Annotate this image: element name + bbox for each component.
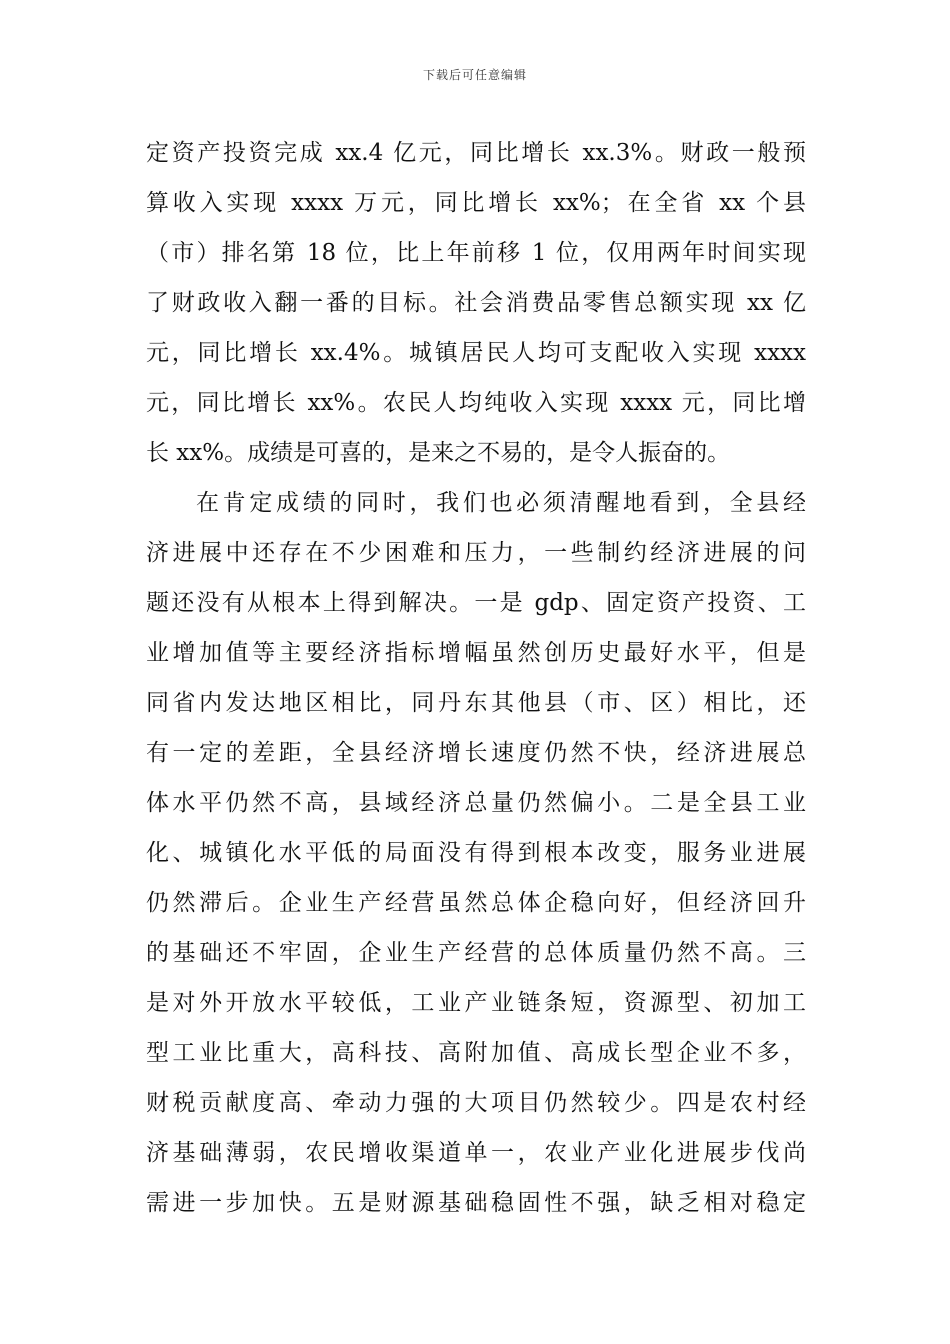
text-line: 定资产投资完成 xx.4 亿元，同比增长 xx.3%。财政一般预 xyxy=(146,140,806,166)
text-line: 了财政收入翻一番的目标。社会消费品零售总额实现 xx 亿 xyxy=(146,290,806,316)
document-body xyxy=(146,128,806,1228)
text-line: 财税贡献度高、牵动力强的大项目仍然较少。四是农村经 xyxy=(146,1090,806,1116)
text-line: 在肯定成绩的同时，我们也必须清醒地看到，全县经 xyxy=(196,490,806,516)
text-line: （市）排名第 18 位，比上年前移 1 位，仅用两年时间实现 xyxy=(146,240,806,266)
text-line: 同省内发达地区相比，同丹东其他县（市、区）相比，还 xyxy=(146,690,806,716)
page-header: 下载后可任意编辑 xyxy=(422,68,527,82)
text-line: 元，同比增长 xx.4%。城镇居民人均可支配收入实现 xxxx xyxy=(146,340,806,366)
text-line: 是对外开放水平较低，工业产业链条短，资源型、初加工 xyxy=(146,990,806,1016)
text-line: 济进展中还存在不少困难和压力，一些制约经济进展的问 xyxy=(146,540,806,566)
text-line: 型工业比重大，高科技、高附加值、高成长型企业不多， xyxy=(146,1040,806,1066)
text-line: 有一定的差距，全县经济增长速度仍然不快，经济进展总 xyxy=(146,740,806,766)
text-line: 长 xx%。成绩是可喜的，是来之不易的，是令人振奋的。 xyxy=(146,440,731,466)
text-line: 业增加值等主要经济指标增幅虽然创历史最好水平，但是 xyxy=(146,640,806,666)
text-line: 体水平仍然不高，县域经济总量仍然偏小。二是全县工业 xyxy=(146,790,806,816)
text-line: 化、城镇化水平低的局面没有得到根本改变，服务业进展 xyxy=(146,840,806,866)
text-line: 济基础薄弱，农民增收渠道单一，农业产业化进展步伐尚 xyxy=(146,1140,806,1166)
text-line: 仍然滞后。企业生产经营虽然总体企稳向好，但经济回升 xyxy=(146,890,806,916)
text-line: 的基础还不牢固，企业生产经营的总体质量仍然不高。三 xyxy=(146,940,806,966)
text-line: 元，同比增长 xx%。农民人均纯收入实现 xxxx 元，同比增 xyxy=(146,390,806,416)
text-line: 需进一步加快。五是财源基础稳固性不强，缺乏相对稳定 xyxy=(146,1190,806,1216)
text-line: 算收入实现 xxxx 万元，同比增长 xx%；在全省 xx 个县 xyxy=(146,190,806,216)
text-line: 题还没有从根本上得到解决。一是 gdp、固定资产投资、工 xyxy=(146,590,806,616)
